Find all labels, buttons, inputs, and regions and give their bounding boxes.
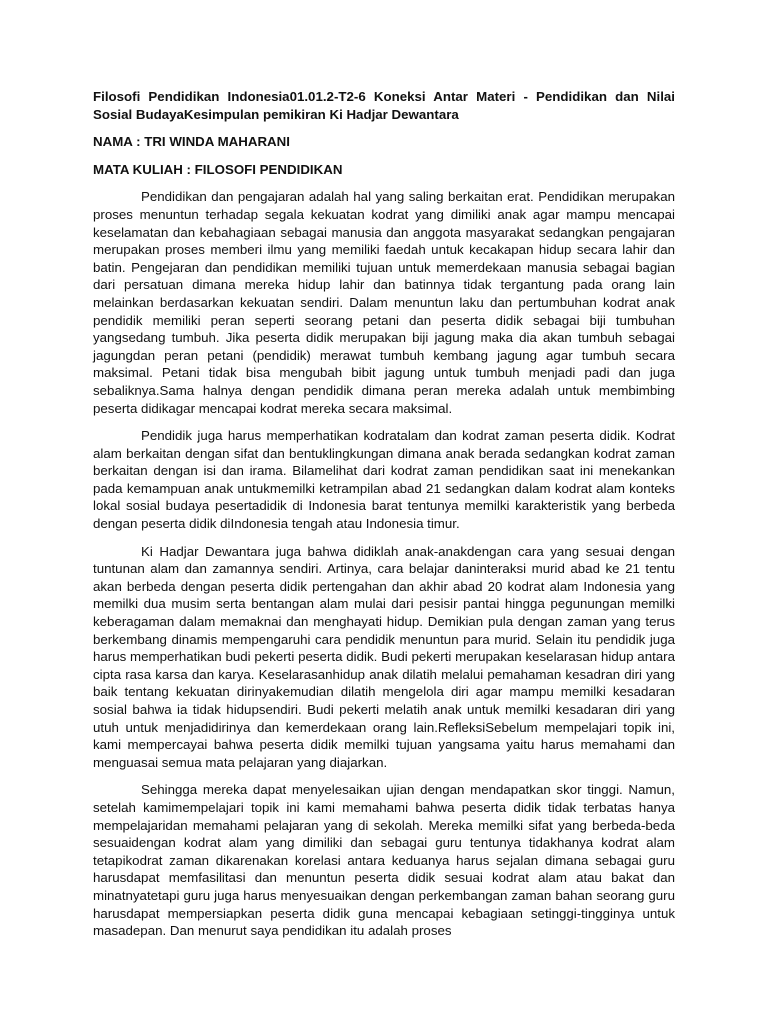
course-name: MATA KULIAH : FILOSOFI PENDIDIKAN <box>93 161 343 177</box>
paragraph-1: Pendidikan dan pengajaran adalah hal yang saling berkaitan erat. Pendidikan merupakan proses menuntun terhadap segala kekuatan kodrat yang dimiliki anak agar mampu mencapai keselamatan dan kebahagiaan sebagai manusia dan anggota masyarakat sedangkan pengajaran merupakan proses memberi ilmu yang memiliki faedah untuk kecakapan hidup secara lahir dan batin. Pengejaran dan pendidikan memiliki tujuan untuk memerdekaan manusia sebagai bagian dari persatuan dimana mereka hidup lahir dan batinnya tidak tergantung pada orang lain melainkan berdasarkan kekuatan sendiri. Dalam menuntun laku dan pertumbuhan kodrat anak pendidik memiliki peran seperti seorang petani dan peserta didik sebagai biji tumbuhan yangsedang tumbuh. Jika peserta didik merupakan biji jagung maka dia akan tumbuh sebagai jagungdan peran petani (pendidik) merawat tumbuh kembang jagung agar tumbuh secara maksimal. Petani tidak bisa mengubah bibit jagung untuk tumbuh menjadi padi dan juga sebaliknya.Sama halnya dengan pendidik dimana peran mereka adalah untuk membimbing peserta didikagar mencapai kodrat mereka secara maksimal. <box>93 189 675 416</box>
paragraph-2: Pendidik juga harus memperhatikan kodratalam dan kodrat zaman peserta didik. Kodrat alam berkaitan dengan sifat dan bentuklingkungan dimana anak berada sedangkan kodrat zaman berkaitan dengan isi dan irama. Bilamelihat dari kodrat zaman pendidikan saat ini menekankan pada kemampuan anak untukmemilki ketrampilan abad 21 sedangkan dalam kodrat alam konteks lokal sosial budaya pesertadidik di Indonesia barat tentunya memilki karakteristik yang berbeda dengan peserta didik diIndonesia tengah atau Indonesia timur. <box>93 428 675 532</box>
paragraph-3: Ki Hadjar Dewantara juga bahwa didiklah anak-anakdengan cara yang sesuai dengan tuntunan alam dan zamannya sendiri. Artinya, cara belajar daninteraksi murid abad ke 21 tentu akan berbeda dengan peserta didik pertengahan dan akhir abad 20 kodrat alam Indonesia yang memilki dua musim serta bentangan alam mulai dari pesisir pantai hingga pegunungan memilki keberagaman dalam memaknai dan menghayati hidup. Demikian pula dengan zaman yang terus berkembang dinamis mempengaruhi cara pendidik menuntun para murid. Selain itu pendidik juga harus memperhatikan budi pekerti peserta didik. Budi pekerti merupakan keselarasan hidup antara cipta rasa karsa dan karya. Keselarasanhidup anak dilatih melalui pemahaman kesadran diri yang baik tentang kekuatan dirinyakemudian dilatih mengelola diri agar mampu memilki kesadaran sosial bahwa ia tidak hidupsendiri. Budi pekerti melatih anak untuk memilki kesadaran diri yang utuh untuk menjadidirinya dan kemerdekaan orang lain.RefleksiSebelum mempelajari topik ini, kami mempercayai bahwa peserta didik memilki tujuan yangsama yaitu harus memahami dan menguasai semua mata pelajaran yang diajarkan. <box>93 543 675 770</box>
document-body <box>93 88 675 940</box>
student-name: NAMA : TRI WINDA MAHARANI <box>93 134 290 150</box>
document-title: Filosofi Pendidikan Indonesia01.01.2-T2-6 Koneksi Antar Materi - Pendidikan dan Nilai Sosial BudayaKesimpulan pemikiran Ki Hadjar Dewantara <box>93 89 675 122</box>
paragraph-4: Sehingga mereka dapat menyelesaikan ujian dengan mendapatkan skor tinggi. Namun, setelah kamimempelajari topik ini kami memahami bahwa peserta didik tidak terbatas hanya mempelajaridan memahami pelajaran yang di sekolah. Mereka memilki sifat yang berbeda-beda sesuaidengan kodrat alam yang dimiliki dan sebagai guru tentunya tidakhanya kodrat alam tetapikodrat zaman dikarenakan korelasi antara keduanya harus sejalan dimana sebagai guru harusdapat memfasilitasi dan menuntun peserta didik sesuai kodrat alam atau bakat dan minatnyatetapi guru juga harus menyesuaikan dengan perkembangan zaman bahan seorang guru harusdapat mempersiapkan peserta didik guna mencapai kebagiaan setinggi-tingginya untuk masadepan. Dan menurut saya pendidikan itu adalah proses <box>93 782 675 939</box>
